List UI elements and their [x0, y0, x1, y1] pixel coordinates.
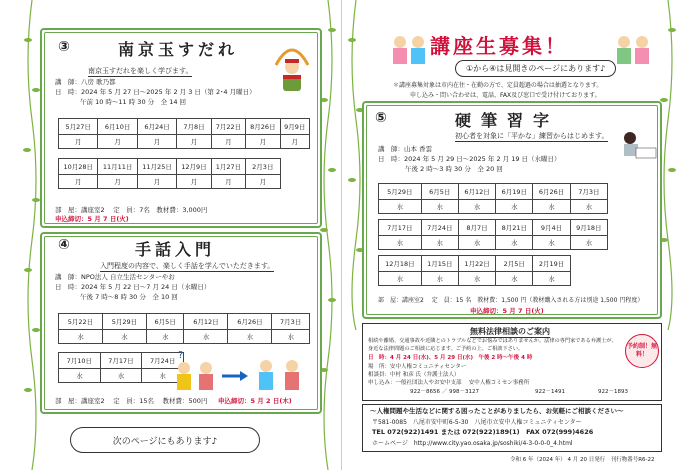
date-cell: 6月12日: [458, 184, 495, 200]
day-cell: 水: [184, 330, 228, 344]
course-subtitle: 初心者を対象に「平かな」練習からはじめます。: [455, 132, 609, 140]
day-cell: 水: [458, 200, 495, 214]
footer-address: 〒581-0085 八尾市安中町6-5-30 八尾市立安中人権コミュニティセンター: [372, 419, 582, 426]
date-cell: 7月24日: [421, 220, 458, 236]
date-cell: 1月15日: [421, 256, 458, 272]
date-cell: 1月27日: [211, 159, 245, 175]
day-cell: 水: [59, 330, 103, 344]
writing-illustration: [620, 128, 658, 160]
course-subtitle: 入門程度の内容で、楽しく手話を学んでいただきます。: [100, 262, 275, 270]
day-cell: 月: [177, 135, 211, 149]
day-cell: 水: [100, 369, 142, 383]
day-cell: 水: [59, 369, 101, 383]
day-cell: 水: [421, 236, 458, 250]
date-cell: 5月29日: [102, 314, 146, 330]
teacher-line: 講 師：八房 歌乃都: [55, 78, 116, 86]
date-cell: 6月26日: [228, 314, 272, 330]
day-cell: 水: [496, 272, 533, 286]
day-cell: 水: [570, 236, 607, 250]
date-cell: 6月19日: [496, 184, 533, 200]
legal-line: 相続や離婚、交通事故や近隣とのトラブルなどでお悩みではありませんか。法律の専門家である弁護士が、: [368, 338, 617, 344]
legal-line: 日 時：4 月 24 日(水)、5 月 29 日(水) 午後 2 時～午後 4 時: [368, 355, 533, 361]
next-page-text: 次のページにもあります♪: [112, 436, 218, 447]
day-cell: 水: [379, 200, 422, 214]
date-cell: 7月22日: [211, 119, 245, 135]
time-line: 午後 2 時～3 時 30 分 全 20 回: [405, 165, 503, 173]
date-cell: 1月22日: [458, 256, 495, 272]
day-cell: 月: [246, 175, 280, 189]
date-cell: 11月25日: [137, 159, 176, 175]
day-cell: 水: [146, 330, 184, 344]
schedule-table: [58, 118, 310, 189]
date-cell: 6月5日: [146, 314, 184, 330]
day-cell: 月: [98, 175, 137, 189]
date-cell: 7月17日: [100, 353, 142, 369]
date-cell: 5月22日: [59, 314, 103, 330]
date-cell: 5月29日: [379, 184, 422, 200]
room-line: 部 屋：講座室2 定 員：15名 教材費：500円: [55, 397, 208, 405]
svg-text:?: ?: [178, 350, 184, 361]
day-cell: 月: [137, 175, 176, 189]
date-cell: 6月5日: [421, 184, 458, 200]
day-cell: 月: [59, 135, 98, 149]
day-cell: 月: [59, 175, 98, 189]
deadline-text: 申込締切：5 月 2 日(木): [218, 397, 292, 405]
date-cell: 7月17日: [379, 220, 422, 236]
deadline-text: 申込締切：5 月 7 日(火): [470, 307, 544, 315]
legal-tel: 922－1893: [598, 389, 628, 395]
time-line: 午後 7 時～8 時 30 分 全 10 回: [80, 293, 178, 301]
date-cell: 9月4日: [533, 220, 570, 236]
date-cell: 8月26日: [246, 119, 280, 135]
date-cell: 11月11日: [98, 159, 137, 175]
date-cell: 6月24日: [137, 119, 176, 135]
footer-heading: ～人権問題や生活などに関する困ったことがありましたら、お気軽にご相談ください～: [370, 407, 624, 415]
left-page: [0, 0, 341, 470]
day-cell: 水: [533, 272, 570, 286]
schedule-table: [378, 183, 608, 286]
date-line: 日 時：2024 年 5 月 27 日～2025 年 2 月 3 日（第 2･4 月曜日）: [55, 88, 256, 96]
legal-tel: 922－8656 ／ 998－3127: [410, 389, 479, 395]
date-cell: 9月18日: [570, 220, 607, 236]
teacher-line: 講 師：山本 香雲: [378, 145, 433, 153]
date-cell: 7月8日: [177, 119, 211, 135]
next-page-note: [70, 427, 260, 453]
course-title: 硬筆習字: [455, 111, 560, 130]
date-cell: 2月3日: [246, 159, 280, 175]
reservation-badge: [625, 334, 659, 368]
legal-line: 身近な法律問題のご相談に応じます。ご予約の上、ご相談下さい。: [368, 346, 524, 352]
legal-line: 相談員：中村 和彦 氏（弁護士法人）: [368, 372, 460, 378]
day-cell: 水: [458, 236, 495, 250]
day-cell: 月: [211, 135, 245, 149]
date-cell: 12月18日: [379, 256, 422, 272]
day-cell: 水: [421, 200, 458, 214]
day-cell: 水: [496, 200, 533, 214]
children-illustration: [612, 30, 652, 76]
legal-tel: 922－1491: [535, 389, 565, 395]
date-cell: 10月28日: [59, 159, 98, 175]
day-cell: 水: [228, 330, 272, 344]
day-cell: 水: [533, 200, 570, 214]
footer-website: ホームページ http://www.city.yao.osaka.jp/soshiki/4-3-0-0-0_4.html: [372, 440, 573, 447]
date-cell: 7月3日: [272, 314, 310, 330]
date-cell: 7月24日: [142, 353, 184, 369]
day-cell: 月: [177, 175, 211, 189]
date-cell: 6月26日: [533, 184, 570, 200]
signing-people-illustration: [170, 346, 310, 394]
schedule-table: [58, 313, 310, 344]
course-number: ⑤: [375, 110, 387, 126]
legal-line: 申し込み：一般社団法人やお安中支部 安中人権コミセン事務所: [368, 380, 530, 386]
footer-phone: TEL 072(922)1491 または 072(922)189(1) FAX 072(999)4626: [372, 428, 594, 436]
day-cell: 水: [379, 272, 422, 286]
day-cell: 水: [496, 236, 533, 250]
deadline-text: 申込締切：5 月 7 日(火): [55, 215, 129, 223]
day-cell: 月: [137, 135, 176, 149]
reservation-badge-text: 予約制！無料！: [626, 343, 657, 358]
recruitment-banner: 講座生募集！: [430, 34, 568, 58]
legal-title: 無料法律相談のご案内: [470, 327, 550, 336]
date-cell: 7月10日: [59, 353, 101, 369]
day-cell: 月: [280, 135, 309, 149]
date-line: 日 時：2024 年 5 月 22 日～7 月 24 日（水曜日）: [55, 283, 211, 291]
date-line: 日 時：2024 年 5 月 29 日～2025 年 2 月 19 日（水曜日）: [378, 155, 561, 163]
legal-line: 場 所：安中人権コミュニティセンター: [368, 364, 467, 370]
contact-note: 申し込み・問い合わせは、電話、FAX及び窓口で受け付けております。: [410, 92, 601, 99]
day-cell: 月: [246, 135, 280, 149]
day-cell: 水: [421, 272, 458, 286]
date-cell: 2月19日: [533, 256, 570, 272]
day-cell: 月: [211, 175, 245, 189]
day-cell: 水: [379, 236, 422, 250]
date-cell: 6月10日: [98, 119, 137, 135]
performer-illustration: [268, 35, 316, 97]
date-cell: 7月3日: [570, 184, 607, 200]
date-cell: 8月7日: [458, 220, 495, 236]
course-title: 南京玉すだれ: [118, 40, 239, 59]
day-cell: 水: [142, 369, 184, 383]
date-cell: 6月12日: [184, 314, 228, 330]
date-cell: 5月27日: [59, 119, 98, 135]
day-cell: 月: [98, 135, 137, 149]
issue-date: 令和 6 年（2024 年） 4 月 20 日発行 刊行物番号R6-22: [510, 457, 655, 463]
room-line: 部 屋：講座室2 定 員：15 名 教材費：1,500 円（教材購入される方は別途 1,500 円程度）: [378, 297, 644, 304]
date-cell: 8月21日: [496, 220, 533, 236]
course-number: ④: [58, 237, 70, 253]
date-cell: 9月9日: [280, 119, 309, 135]
spread-notice: ①から④は見開きのページにあります♪: [455, 60, 616, 77]
day-cell: 水: [102, 330, 146, 344]
course-subtitle: 南京玉すだれを楽しく学びます。: [88, 67, 193, 75]
day-cell: 水: [272, 330, 310, 344]
schedule-table: [58, 352, 184, 383]
time-line: 午前 10 時～11 時 30 分 全 14 回: [80, 98, 187, 106]
course-title: 手話入門: [135, 240, 216, 259]
date-cell: 12月9日: [177, 159, 211, 175]
day-cell: 水: [570, 200, 607, 214]
day-cell: 水: [533, 236, 570, 250]
children-illustration: [388, 30, 428, 76]
target-note: ＊講座募集対象は市内在住・在勤の方で、定員超過の場合は抽選となります。: [393, 82, 603, 89]
day-cell: 水: [458, 272, 495, 286]
vine-decoration: [22, 0, 42, 470]
course-number: ③: [58, 39, 70, 55]
teacher-line: 講 師：NPO法人 自立生活センターやお: [55, 273, 175, 281]
date-cell: 2月5日: [496, 256, 533, 272]
room-line: 部 屋：講座室2 定 員：7名 教材費：3,000円: [55, 206, 208, 214]
